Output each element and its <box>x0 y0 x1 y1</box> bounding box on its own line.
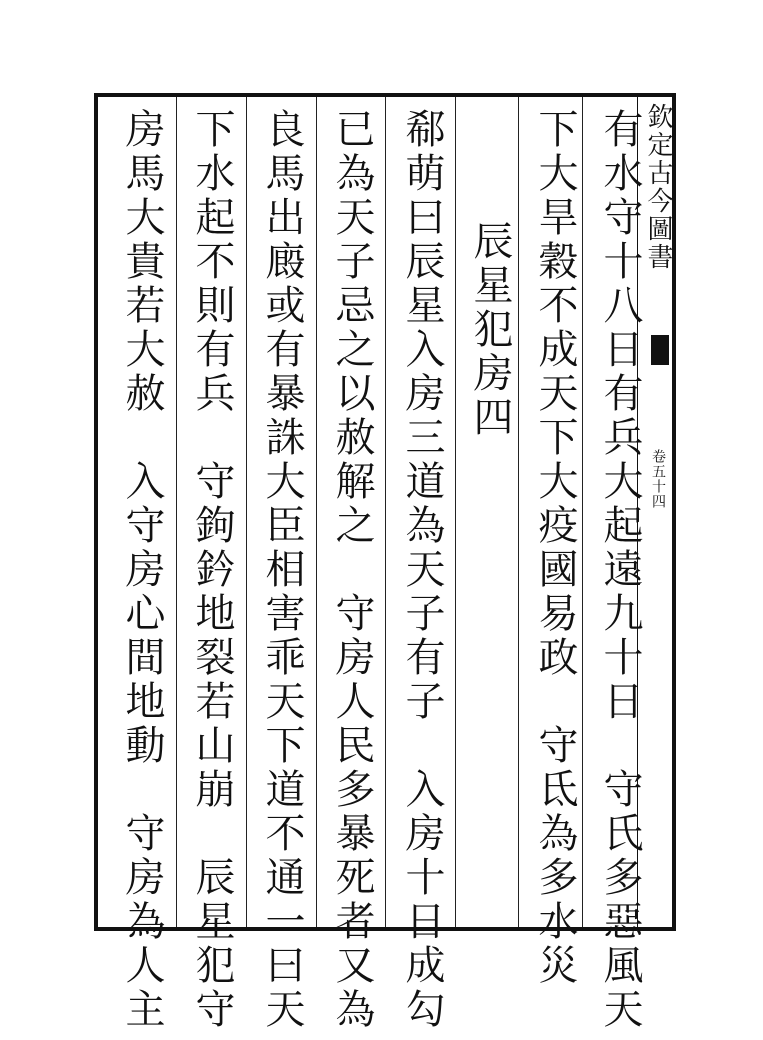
column-rule <box>455 97 456 927</box>
text-column-8: 房馬大貴若大赦 入守房心間地動 守房為人主 <box>119 108 165 1032</box>
text-column-1: 有水守十八日有兵大起遠九十日 守氏多惡風天 <box>597 108 643 1032</box>
fishtail-mark <box>651 335 669 365</box>
column-rule <box>176 97 177 927</box>
book-title: 欽定古今圖書 <box>643 103 673 271</box>
text-column-4: 郗萌曰辰星入房三道為天子有子 入房十日成勾 <box>399 108 445 1032</box>
volume-number: 卷五十四 <box>650 449 666 509</box>
column-rule <box>385 97 386 927</box>
column-rule <box>316 97 317 927</box>
text-column-5: 已為天子忌之以赦解之 守房人民多暴死者又為 <box>329 108 375 1032</box>
section-heading: 辰星犯房四 <box>467 220 513 440</box>
column-rule <box>246 97 247 927</box>
text-column-2: 下大旱穀不成天下大疫國易政 守氐為多水災 <box>532 108 578 988</box>
text-column-6: 良馬出廄或有暴誅大臣相害乖天下道不通一曰天 <box>259 108 305 1032</box>
text-column-7: 下水起不則有兵 守鉤鈐地裂若山崩 辰星犯守 <box>189 108 235 1032</box>
